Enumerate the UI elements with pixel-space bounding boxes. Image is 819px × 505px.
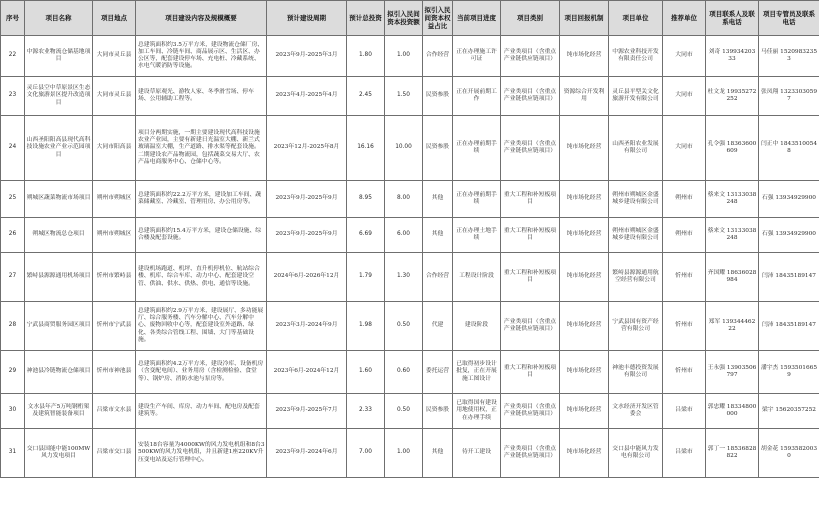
- cell-supervisor: 潘宇杰 15935016659: [759, 351, 819, 394]
- cell-private-capital: 0.50: [385, 302, 423, 351]
- cell-location: 大同市阳高县: [93, 116, 136, 181]
- cell-seq: 28: [1, 302, 25, 351]
- cell-progress: 正在办理施工许可证: [453, 36, 501, 77]
- cell-contact: 郭忠耀 18334800000: [706, 394, 759, 429]
- cell-name: 繁峙县源源通用机场项目: [25, 253, 93, 302]
- cell-private-capital: 1.30: [385, 253, 423, 302]
- cell-period: 2023年9月-2025年7月: [267, 394, 347, 429]
- table-row: [1, 351, 819, 394]
- cell-content: 总建筑面积约15.4万平方米，建设仓储设施、综合楼及配套设施。: [136, 218, 267, 253]
- cell-mode: 民资参股: [423, 394, 453, 429]
- cell-progress: 正在办理前期手续: [453, 116, 501, 181]
- cell-contact: 孔令强 18363600609: [706, 116, 759, 181]
- cell-name: 宁武县商贸服务园区项目: [25, 302, 93, 351]
- cell-mode: 其他: [423, 218, 453, 253]
- cell-category: 产业类项目（含重点产业链供应链项目）: [501, 116, 560, 181]
- cell-private-capital: 6.00: [385, 218, 423, 253]
- cell-contact: 郭丁一 18536828822: [706, 429, 759, 478]
- cell-contact: 郑军 13934446222: [706, 302, 759, 351]
- cell-content: 总建筑面积约2.9万平方米，建设展厅、多功能展厅、综合服务楼、汽车分解中心、汽车分解中心、废物回收中心等，配套建设室外道路、绿化、各类综合管线工程、围墙、大门等基础设施。: [136, 302, 267, 351]
- table-row: [1, 116, 819, 181]
- table-row: [1, 394, 819, 429]
- header-progress: 当前项目进度: [453, 1, 501, 36]
- cell-return-mechanism: 纯市场化经营: [560, 302, 609, 351]
- cell-progress: 建设阶段: [453, 302, 501, 351]
- cell-total-investment: 1.79: [347, 253, 385, 302]
- cell-content: 总建筑面积约3.5万平方米，建设物流仓储厂房、加工车间、冷链车间、商品展示区、生活区、办公区等，配套建设停车场、充电桩、冷藏系统、水电气暖消防等设施。: [136, 36, 267, 77]
- cell-supervisor: 石强 13934929900: [759, 218, 819, 253]
- cell-promoter: 朔州市朔城区金盛城乡建设有限公司: [609, 218, 663, 253]
- header-location: 项目地点: [93, 1, 136, 36]
- cell-seq: 25: [1, 181, 25, 218]
- cell-mode: 委托运营: [423, 351, 453, 394]
- cell-total-investment: 1.98: [347, 302, 385, 351]
- cell-contact: 蔡来文 13133038248: [706, 181, 759, 218]
- cell-private-capital: 1.50: [385, 77, 423, 116]
- cell-seq: 31: [1, 429, 25, 478]
- header-private-capital: 拟引入民间资本投资额: [385, 1, 423, 36]
- cell-return-mechanism: 纯市场化经营: [560, 429, 609, 478]
- cell-location: 大同市灵丘县: [93, 77, 136, 116]
- cell-mode: 民资参股: [423, 116, 453, 181]
- cell-progress: 正在办理土地手续: [453, 218, 501, 253]
- cell-return-mechanism: 纯市场化经营: [560, 181, 609, 218]
- cell-name: 神池县冷链物流仓储项目: [25, 351, 93, 394]
- cell-promoter: 中源农业科技开发有限责任公司: [609, 36, 663, 77]
- header-name: 项目名称: [25, 1, 93, 36]
- cell-supervisor: 梁宇 15620357252: [759, 394, 819, 429]
- cell-recommending-city: 大同市: [663, 77, 706, 116]
- cell-total-investment: 16.16: [347, 116, 385, 181]
- cell-contact: 齐国耀 18636028984: [706, 253, 759, 302]
- cell-promoter: 繁峙县源源通用航空经营有限公司: [609, 253, 663, 302]
- cell-recommending-city: 吕梁市: [663, 394, 706, 429]
- cell-return-mechanism: 纯市场化经营: [560, 253, 609, 302]
- table-row: [1, 253, 819, 302]
- table-row: [1, 36, 819, 77]
- cell-mode: 代建: [423, 302, 453, 351]
- cell-category: 产业类项目（含重点产业链供应链项目）: [501, 394, 560, 429]
- cell-location: 大同市灵丘县: [93, 36, 136, 77]
- cell-category: 重大工程和补短板项目: [501, 351, 560, 394]
- cell-return-mechanism: 纯市场化经营: [560, 394, 609, 429]
- cell-name: 文水县年产5万吨钢桁架及建筑智能装备项目: [25, 394, 93, 429]
- cell-content: 建设机场跑道、机坪、直升机停机位、航站综合楼、机库、综合车库、动力中心、配套建设空管、供油、供水、供热、供电、通信等设施。: [136, 253, 267, 302]
- cell-location: 朔州市朔城区: [93, 181, 136, 218]
- cell-period: 2023年9月-2024年6月: [267, 429, 347, 478]
- cell-contact: 王永强 13903506797: [706, 351, 759, 394]
- header-contact: 项目联系人及联系电话: [706, 1, 759, 36]
- cell-progress: 工程设计阶段: [453, 253, 501, 302]
- cell-recommending-city: 忻州市: [663, 253, 706, 302]
- cell-category: 重大工程和补短板项目: [501, 218, 560, 253]
- cell-category: 重大工程和补短板项目: [501, 181, 560, 218]
- cell-category: 产业类项目（含重点产业链供应链项目）: [501, 302, 560, 351]
- cell-progress: 正在开展前期工作: [453, 77, 501, 116]
- cell-progress: 已取得国有建设用地使用权，正在办理手续: [453, 394, 501, 429]
- cell-supervisor: 胡金花 15935820030: [759, 429, 819, 478]
- cell-mode: 民资参股: [423, 77, 453, 116]
- cell-location: 忻州市繁峙县: [93, 253, 136, 302]
- cell-supervisor: 闫正中 18435100548: [759, 116, 819, 181]
- cell-period: 2024年6月-2026年12月: [267, 253, 347, 302]
- cell-period: 2023年9月-2025年3月: [267, 36, 347, 77]
- cell-name: 朔城区蔬菜物流市场项目: [25, 181, 93, 218]
- cell-private-capital: 0.50: [385, 394, 423, 429]
- table-row: [1, 218, 819, 253]
- table-row: [1, 77, 819, 116]
- cell-content: 项目分两期实施，一期主要建设现代高科技设施农业产业园，主要有新建日光温室大棚、新兰式玻璃温室大棚，生产道路、排水渠等配套设施。二期建设农产品物流园，包括蔬菜交易大厅、农产品电商服务中心、仓储中心等。: [136, 116, 267, 181]
- cell-location: 忻州市宁武县: [93, 302, 136, 351]
- cell-total-investment: 2.45: [347, 77, 385, 116]
- cell-progress: 正在办理前期手续: [453, 181, 501, 218]
- cell-total-investment: 2.33: [347, 394, 385, 429]
- cell-location: 朔州市朔城区: [93, 218, 136, 253]
- cell-total-investment: 1.80: [347, 36, 385, 77]
- cell-recommending-city: 忻州市: [663, 351, 706, 394]
- cell-content: 建设草原观光、游牧人家、冬季滑雪场、停车场、公用辅助工程等。: [136, 77, 267, 116]
- header-supervisor: 项目专管员及联系电话: [759, 1, 819, 36]
- cell-contact: 杜文龙 19935272252: [706, 77, 759, 116]
- cell-private-capital: 1.00: [385, 429, 423, 478]
- cell-seq: 22: [1, 36, 25, 77]
- cell-promoter: 山西圣阳农业发展有限公司: [609, 116, 663, 181]
- cell-period: 2023年9月-2025年9月: [267, 218, 347, 253]
- header-period: 预计建设周期: [267, 1, 347, 36]
- cell-promoter: 交口县中能风力发电有限公司: [609, 429, 663, 478]
- cell-progress: 已取得初步设计批复，正在开展施工图设计: [453, 351, 501, 394]
- cell-name: 朔城区物流总仓项目: [25, 218, 93, 253]
- cell-return-mechanism: 纯市场化经营: [560, 36, 609, 77]
- cell-content: 总建筑面积约22.2万平方米，建设加工车间、蔬菜储藏室、冷藏室、管理用房、办公用房等。: [136, 181, 267, 218]
- cell-supervisor: 闫沛 18435189147: [759, 302, 819, 351]
- cell-contact: 刘奇 13993420333: [706, 36, 759, 77]
- header-category: 项目类别: [501, 1, 560, 36]
- cell-supervisor: 马佳丽 15209832353: [759, 36, 819, 77]
- cell-return-mechanism: 资源综合开发利用: [560, 77, 609, 116]
- cell-recommending-city: 忻州市: [663, 302, 706, 351]
- cell-total-investment: 7.00: [347, 429, 385, 478]
- cell-total-investment: 1.60: [347, 351, 385, 394]
- cell-name: 灵丘县空中草原景区生态文化旅游景区提升改造项目: [25, 77, 93, 116]
- cell-period: 2023年3月-2024年9月: [267, 302, 347, 351]
- table-row: [1, 302, 819, 351]
- cell-category: 产业类项目（含重点产业链供应链项目）: [501, 77, 560, 116]
- cell-total-investment: 6.69: [347, 218, 385, 253]
- cell-recommending-city: 大同市: [663, 36, 706, 77]
- cell-mode: 其他: [423, 429, 453, 478]
- table-row: [1, 181, 819, 218]
- cell-seq: 23: [1, 77, 25, 116]
- cell-mode: 合作经营: [423, 36, 453, 77]
- cell-supervisor: 闫沛 18435189147: [759, 253, 819, 302]
- cell-content: 建设生产车间、库房、动力车间、配电房及配套建筑等。: [136, 394, 267, 429]
- cell-location: 吕梁市交口县: [93, 429, 136, 478]
- cell-private-capital: 8.00: [385, 181, 423, 218]
- cell-seq: 24: [1, 116, 25, 181]
- cell-recommending-city: 大同市: [663, 116, 706, 181]
- header-return-mechanism: 项目回报机制: [560, 1, 609, 36]
- cell-period: 2023年4月-2025年4月: [267, 77, 347, 116]
- cell-period: 2023年9月-2025年9月: [267, 181, 347, 218]
- cell-supervisor: 张凤翔 13233030597: [759, 77, 819, 116]
- cell-name: 中源农业物流仓储基地项目: [25, 36, 93, 77]
- cell-name: 山西圣阳阳高县现代高科技设施农业产业示范园项目: [25, 116, 93, 181]
- cell-category: 产业类项目（含重点产业链供应链项目）: [501, 36, 560, 77]
- cell-location: 吕梁市文水县: [93, 394, 136, 429]
- header-private-ratio: 拟引入民间资本权益占比: [423, 1, 453, 36]
- cell-supervisor: 石强 13934929900: [759, 181, 819, 218]
- cell-seq: 27: [1, 253, 25, 302]
- cell-seq: 30: [1, 394, 25, 429]
- cell-period: 2023年12月-2025年8月: [267, 116, 347, 181]
- cell-promoter: 神池丰德投资发展有限公司: [609, 351, 663, 394]
- header-recommending-city: 推荐单位: [663, 1, 706, 36]
- header-content: 项目建设内容及规模概要: [136, 1, 267, 36]
- cell-total-investment: 8.95: [347, 181, 385, 218]
- cell-recommending-city: 吕梁市: [663, 429, 706, 478]
- cell-promoter: 宁武县国有资产经营有限公司: [609, 302, 663, 351]
- cell-promoter: 朔州市朔城区金盛城乡建设有限公司: [609, 181, 663, 218]
- cell-period: 2023年6月-2024年12月: [267, 351, 347, 394]
- cell-location: 忻州市神池县: [93, 351, 136, 394]
- cell-mode: 合作经营: [423, 253, 453, 302]
- header-promoter: 项目单位: [609, 1, 663, 36]
- cell-seq: 26: [1, 218, 25, 253]
- header-total-investment: 预计总投资: [347, 1, 385, 36]
- cell-private-capital: 10.00: [385, 116, 423, 181]
- cell-recommending-city: 朔州市: [663, 181, 706, 218]
- cell-promoter: 灵丘县平型关文化旅游开发有限公司: [609, 77, 663, 116]
- cell-promoter: 文水经济开发区管委会: [609, 394, 663, 429]
- cell-name: 交口县国能中能100MW风力发电项目: [25, 429, 93, 478]
- cell-private-capital: 1.00: [385, 36, 423, 77]
- header-seq: 序号: [1, 1, 25, 36]
- cell-return-mechanism: 纯市场化经营: [560, 351, 609, 394]
- cell-category: 产业类项目（含重点产业链供应链项目）: [501, 429, 560, 478]
- cell-content: 总建筑面积约4.2万平方米，建设冷库、设备机房（含变配电间）、业务用房（含检测检验、食堂等）、锅炉房、消防水池与泵房等。: [136, 351, 267, 394]
- cell-recommending-city: 朔州市: [663, 218, 706, 253]
- cell-contact: 蔡来文 13133038248: [706, 218, 759, 253]
- cell-content: 安装18台容量为4000KW的风力发电机组和8台3500KW的风力发电机组，并且新建1座220KV升压变电站及运行管理中心。: [136, 429, 267, 478]
- cell-private-capital: 0.60: [385, 351, 423, 394]
- cell-return-mechanism: 纯市场化经营: [560, 218, 609, 253]
- cell-mode: 其他: [423, 181, 453, 218]
- cell-return-mechanism: 纯市场化经营: [560, 116, 609, 181]
- table-row: [1, 429, 819, 478]
- header-row: [1, 1, 819, 36]
- cell-progress: 待开工建设: [453, 429, 501, 478]
- cell-category: 重大工程和补短板项目: [501, 253, 560, 302]
- cell-seq: 29: [1, 351, 25, 394]
